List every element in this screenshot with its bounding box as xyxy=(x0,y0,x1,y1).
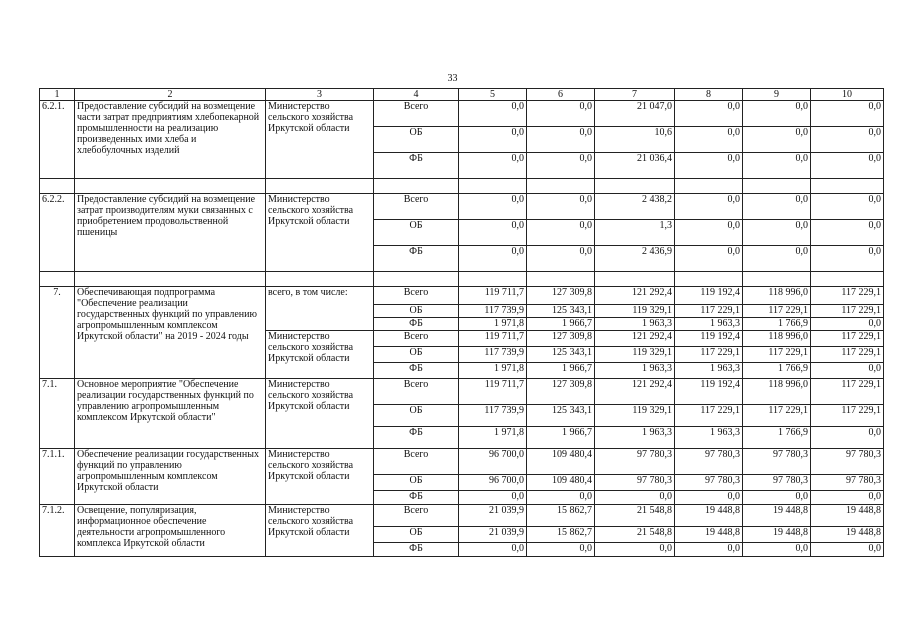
source-cell: ФБ xyxy=(374,246,459,272)
row-name: Предоставление субсидий на возмещение части затрат предприятиям хлебопекарной промышленности на реализацию произведенных ими хлеба и хлебобулочных изделий xyxy=(75,101,266,179)
value-cell: 96 700,0 xyxy=(459,449,527,475)
row-code: 6.2.1. xyxy=(40,101,75,179)
header-cell: 5 xyxy=(459,89,527,101)
value-cell: 97 780,3 xyxy=(595,449,675,475)
source-cell: ФБ xyxy=(374,427,459,449)
table-row xyxy=(40,194,884,220)
value-cell: 117 229,1 xyxy=(811,405,884,427)
spacer-cell xyxy=(743,272,811,287)
header-cell: 3 xyxy=(266,89,374,101)
row-executor: Министерство сельского хозяйства Иркутской области xyxy=(266,379,374,449)
value-cell: 10,6 xyxy=(595,127,675,153)
page-number: 33 xyxy=(447,73,458,84)
value-cell: 2 436,9 xyxy=(595,246,675,272)
value-cell: 119 329,1 xyxy=(595,347,675,363)
spacer-cell xyxy=(811,272,884,287)
value-cell: 1 963,3 xyxy=(675,363,743,379)
value-cell: 0,0 xyxy=(811,491,884,505)
value-cell: 117 739,9 xyxy=(459,405,527,427)
value-cell: 0,0 xyxy=(811,101,884,127)
source-cell: Всего xyxy=(374,194,459,220)
value-cell: 109 480,4 xyxy=(527,475,595,491)
value-cell: 117 229,1 xyxy=(675,405,743,427)
value-cell: 1 966,7 xyxy=(527,363,595,379)
value-cell: 15 862,7 xyxy=(527,527,595,543)
value-cell: 118 996,0 xyxy=(743,379,811,405)
value-cell: 121 292,4 xyxy=(595,331,675,347)
value-cell: 0,0 xyxy=(811,127,884,153)
value-cell: 0,0 xyxy=(811,427,884,449)
spacer-cell xyxy=(595,272,675,287)
value-cell: 97 780,3 xyxy=(811,475,884,491)
row-executor: Министерство сельского хозяйства Иркутской области xyxy=(266,331,374,379)
header-row xyxy=(40,89,884,101)
source-cell: ОБ xyxy=(374,405,459,427)
value-cell: 0,0 xyxy=(527,220,595,246)
value-cell: 0,0 xyxy=(459,246,527,272)
row-executor: Министерство сельского хозяйства Иркутской области xyxy=(266,505,374,557)
table-row xyxy=(40,449,884,475)
value-cell: 0,0 xyxy=(811,543,884,557)
row-name: Обеспечивающая подпрограмма "Обеспечение реализации государственных функций по управлению агропромышленным комплексом Иркутской области" на 2019 - 2024 годы xyxy=(75,287,266,379)
row-executor: Министерство сельского хозяйства Иркутской области xyxy=(266,194,374,272)
source-cell: Всего xyxy=(374,379,459,405)
value-cell: 97 780,3 xyxy=(743,475,811,491)
value-cell: 0,0 xyxy=(675,194,743,220)
header-cell: 1 xyxy=(40,89,75,101)
source-cell: ОБ xyxy=(374,305,459,318)
spacer-cell xyxy=(266,272,374,287)
value-cell: 21 548,8 xyxy=(595,505,675,527)
value-cell: 125 343,1 xyxy=(527,405,595,427)
spacer-cell xyxy=(527,179,595,194)
value-cell: 0,0 xyxy=(675,220,743,246)
spacer-cell xyxy=(595,179,675,194)
source-cell: ОБ xyxy=(374,127,459,153)
value-cell: 119 192,4 xyxy=(675,379,743,405)
value-cell: 97 780,3 xyxy=(595,475,675,491)
spacer-cell xyxy=(675,179,743,194)
value-cell: 0,0 xyxy=(527,127,595,153)
value-cell: 117 229,1 xyxy=(675,305,743,318)
value-cell: 1 963,3 xyxy=(595,318,675,331)
source-cell: Всего xyxy=(374,101,459,127)
value-cell: 19 448,8 xyxy=(743,505,811,527)
table-row xyxy=(40,379,884,405)
source-cell: ФБ xyxy=(374,153,459,179)
value-cell: 0,0 xyxy=(527,101,595,127)
value-cell: 97 780,3 xyxy=(743,449,811,475)
source-cell: Всего xyxy=(374,449,459,475)
value-cell: 1,3 xyxy=(595,220,675,246)
spacer-cell xyxy=(40,179,75,194)
value-cell: 0,0 xyxy=(675,153,743,179)
value-cell: 117 229,1 xyxy=(743,305,811,318)
value-cell: 0,0 xyxy=(811,246,884,272)
value-cell: 1 966,7 xyxy=(527,427,595,449)
value-cell: 117 229,1 xyxy=(743,405,811,427)
header-cell: 9 xyxy=(743,89,811,101)
value-cell: 0,0 xyxy=(527,246,595,272)
value-cell: 1 963,3 xyxy=(675,318,743,331)
table-row xyxy=(40,287,884,305)
value-cell: 0,0 xyxy=(811,153,884,179)
row-code: 7. xyxy=(40,287,75,379)
value-cell: 1 963,3 xyxy=(595,427,675,449)
value-cell: 121 292,4 xyxy=(595,379,675,405)
row-code: 7.1.1. xyxy=(40,449,75,505)
value-cell: 21 039,9 xyxy=(459,505,527,527)
value-cell: 117 739,9 xyxy=(459,305,527,318)
header-cell: 7 xyxy=(595,89,675,101)
value-cell: 0,0 xyxy=(527,153,595,179)
value-cell: 125 343,1 xyxy=(527,305,595,318)
source-cell: Всего xyxy=(374,331,459,347)
value-cell: 0,0 xyxy=(743,543,811,557)
value-cell: 119 711,7 xyxy=(459,331,527,347)
row-name: Основное мероприятие "Обеспечение реализации государственных функций по управлению агропромышленным комплексом Иркутской области" xyxy=(75,379,266,449)
header-cell: 2 xyxy=(75,89,266,101)
value-cell: 2 438,2 xyxy=(595,194,675,220)
spacer-cell xyxy=(675,272,743,287)
value-cell: 21 039,9 xyxy=(459,527,527,543)
value-cell: 0,0 xyxy=(675,101,743,127)
value-cell: 117 229,1 xyxy=(743,347,811,363)
value-cell: 117 229,1 xyxy=(675,347,743,363)
spacer-cell xyxy=(40,272,75,287)
spacer-cell xyxy=(459,179,527,194)
value-cell: 1 766,9 xyxy=(743,363,811,379)
spacer-cell xyxy=(374,272,459,287)
value-cell: 0,0 xyxy=(743,220,811,246)
value-cell: 15 862,7 xyxy=(527,505,595,527)
value-cell: 97 780,3 xyxy=(811,449,884,475)
header-cell: 4 xyxy=(374,89,459,101)
value-cell: 117 229,1 xyxy=(811,379,884,405)
value-cell: 21 548,8 xyxy=(595,527,675,543)
value-cell: 0,0 xyxy=(595,543,675,557)
value-cell: 0,0 xyxy=(459,101,527,127)
value-cell: 127 309,8 xyxy=(527,331,595,347)
row-executor: Министерство сельского хозяйства Иркутской области xyxy=(266,101,374,179)
spacer-row xyxy=(40,179,884,194)
value-cell: 119 192,4 xyxy=(675,287,743,305)
source-cell: ФБ xyxy=(374,363,459,379)
value-cell: 1 971,8 xyxy=(459,363,527,379)
value-cell: 0,0 xyxy=(811,220,884,246)
source-cell: Всего xyxy=(374,287,459,305)
row-code: 7.1.2. xyxy=(40,505,75,557)
header-cell: 6 xyxy=(527,89,595,101)
source-cell: ОБ xyxy=(374,527,459,543)
spacer-cell xyxy=(527,272,595,287)
value-cell: 0,0 xyxy=(595,491,675,505)
spacer-cell xyxy=(459,272,527,287)
value-cell: 0,0 xyxy=(675,127,743,153)
value-cell: 0,0 xyxy=(811,318,884,331)
spacer-cell xyxy=(811,179,884,194)
row-name: Предоставление субсидий на возмещение затрат производителям муки связанных с приобретением продовольственной пшеницы xyxy=(75,194,266,272)
source-cell: ОБ xyxy=(374,220,459,246)
value-cell: 0,0 xyxy=(743,127,811,153)
value-cell: 19 448,8 xyxy=(675,527,743,543)
source-cell: ФБ xyxy=(374,543,459,557)
value-cell: 0,0 xyxy=(459,153,527,179)
value-cell: 21 036,4 xyxy=(595,153,675,179)
value-cell: 0,0 xyxy=(459,194,527,220)
value-cell: 117 229,1 xyxy=(811,287,884,305)
value-cell: 1 766,9 xyxy=(743,427,811,449)
table-row xyxy=(40,505,884,527)
value-cell: 0,0 xyxy=(675,491,743,505)
value-cell: 0,0 xyxy=(527,491,595,505)
value-cell: 0,0 xyxy=(527,194,595,220)
value-cell: 97 780,3 xyxy=(675,449,743,475)
value-cell: 125 343,1 xyxy=(527,347,595,363)
value-cell: 117 739,9 xyxy=(459,347,527,363)
value-cell: 1 966,7 xyxy=(527,318,595,331)
row-executor-total: всего, в том числе: xyxy=(266,287,374,331)
value-cell: 119 192,4 xyxy=(675,331,743,347)
value-cell: 109 480,4 xyxy=(527,449,595,475)
value-cell: 1 766,9 xyxy=(743,318,811,331)
spacer-cell xyxy=(75,179,266,194)
value-cell: 121 292,4 xyxy=(595,287,675,305)
spacer-cell xyxy=(75,272,266,287)
value-cell: 19 448,8 xyxy=(743,527,811,543)
value-cell: 0,0 xyxy=(675,543,743,557)
value-cell: 0,0 xyxy=(811,194,884,220)
value-cell: 0,0 xyxy=(459,127,527,153)
value-cell: 119 329,1 xyxy=(595,305,675,318)
spacer-cell xyxy=(374,179,459,194)
value-cell: 97 780,3 xyxy=(675,475,743,491)
row-name: Освещение, популяризация, информационное обеспечение деятельности агропромышленного комплекса Иркутской области xyxy=(75,505,266,557)
header-cell: 8 xyxy=(675,89,743,101)
value-cell: 19 448,8 xyxy=(811,527,884,543)
value-cell: 0,0 xyxy=(459,543,527,557)
value-cell: 0,0 xyxy=(743,101,811,127)
value-cell: 1 971,8 xyxy=(459,318,527,331)
value-cell: 119 711,7 xyxy=(459,287,527,305)
value-cell: 0,0 xyxy=(527,543,595,557)
value-cell: 0,0 xyxy=(743,246,811,272)
value-cell: 19 448,8 xyxy=(811,505,884,527)
value-cell: 117 229,1 xyxy=(811,305,884,318)
value-cell: 118 996,0 xyxy=(743,331,811,347)
value-cell: 1 971,8 xyxy=(459,427,527,449)
spacer-cell xyxy=(266,179,374,194)
value-cell: 0,0 xyxy=(675,246,743,272)
value-cell: 119 711,7 xyxy=(459,379,527,405)
row-executor: Министерство сельского хозяйства Иркутской области xyxy=(266,449,374,505)
value-cell: 0,0 xyxy=(459,491,527,505)
row-name: Обеспечение реализации государственных функций по управлению агропромышленным комплексом Иркутской области xyxy=(75,449,266,505)
value-cell: 21 047,0 xyxy=(595,101,675,127)
value-cell: 1 963,3 xyxy=(675,427,743,449)
spacer-row xyxy=(40,272,884,287)
source-cell: ОБ xyxy=(374,347,459,363)
header-cell: 10 xyxy=(811,89,884,101)
row-code: 6.2.2. xyxy=(40,194,75,272)
value-cell: 117 229,1 xyxy=(811,347,884,363)
source-cell: Всего xyxy=(374,505,459,527)
value-cell: 96 700,0 xyxy=(459,475,527,491)
value-cell: 1 963,3 xyxy=(595,363,675,379)
value-cell: 0,0 xyxy=(743,491,811,505)
value-cell: 127 309,8 xyxy=(527,287,595,305)
value-cell: 0,0 xyxy=(743,153,811,179)
source-cell: ФБ xyxy=(374,491,459,505)
budget-table xyxy=(39,88,884,557)
value-cell: 119 329,1 xyxy=(595,405,675,427)
source-cell: ФБ xyxy=(374,318,459,331)
value-cell: 0,0 xyxy=(459,220,527,246)
value-cell: 19 448,8 xyxy=(675,505,743,527)
value-cell: 0,0 xyxy=(811,363,884,379)
row-code: 7.1. xyxy=(40,379,75,449)
value-cell: 117 229,1 xyxy=(811,331,884,347)
source-cell: ОБ xyxy=(374,475,459,491)
value-cell: 0,0 xyxy=(743,194,811,220)
table-row xyxy=(40,101,884,127)
value-cell: 118 996,0 xyxy=(743,287,811,305)
spacer-cell xyxy=(743,179,811,194)
value-cell: 127 309,8 xyxy=(527,379,595,405)
